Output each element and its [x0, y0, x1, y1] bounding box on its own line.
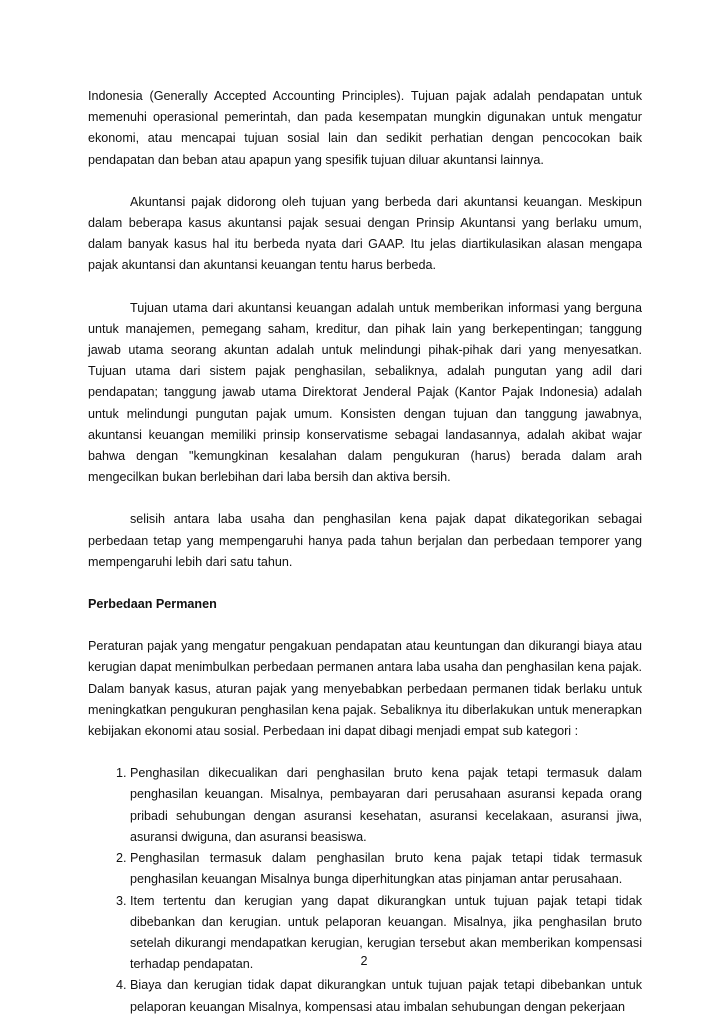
page-number: 2: [360, 954, 368, 968]
document-page: [88, 86, 642, 1018]
section-heading: Perbedaan Permanen: [88, 597, 217, 612]
paragraph-tax-accounting: Akuntansi pajak didorong oleh tujuan yang berbeda dari akuntansi keuangan. Meskipun dalam beberapa kasus akuntansi pajak sesuai dengan Prinsip Akuntansi yang berlaku umum, dalam banyak kasus hal itu berbeda nyata dari GAAP. Itu jelas diartikulasikan alasan mengapa pajak akuntansi dan akuntansi keuangan tentu harus berbeda.: [88, 194, 642, 273]
paragraph-objectives: Tujuan utama dari akuntansi keuangan adalah untuk memberikan informasi yang berguna untuk manajemen, pemegang saham, kreditur, dan pihak lain yang berkepentingan; tanggung jawab utama seorang akuntan adalah untuk melindungi pihak-pihak dari yang menyesatkan. Tujuan utama dari sistem pajak penghasilan, sebaliknya, adalah pungutan yang adil dari pendapatan; tanggung jawab utama Direktorat Jenderal Pajak (Kantor Pajak Indonesia) adalah untuk melindungi pungutan pajak umum. Konsisten dengan tujuan dan tanggung jawabnya, akuntansi keuangan memiliki prinsip konservatisme sebagai landasannya, adalah akibat wajar bahwa dengan "kemungkinan kesalahan dalam pengukuran (harus) berada dalam arah mengecilkan bukan berlebihan dari laba bersih dan aktiva bersih.: [88, 300, 642, 485]
subcategory-list: [88, 763, 642, 1017]
paragraph-differences: selisih antara laba usaha dan penghasilan kena pajak dapat dikategorikan sebagai perbedaan tetap yang mempengaruhi hanya pada tahun berjalan dan perbedaan temporer yang mempengaruhi lebih dari satu tahun.: [88, 512, 642, 569]
list-item: 3. Item tertentu dan kerugian yang dapat dikurangkan untuk tujuan pajak tetapi tidak dibebankan dan kerugian. untuk pelaporan keuangan. Misalnya, jika penghasilan bruto setelah dikurangi mendapatkan kerugian, kerugian tersebut akan memberikan kompensasi terhadap pendapatan.: [130, 891, 642, 976]
list-item: 4. Biaya dan kerugian tidak dapat dikurangkan untuk tujuan pajak tetapi dibebankan untuk pelaporan keuangan Misalnya, kompensasi atau imbalan sehubungan dengan pekerjaan: [130, 975, 642, 1017]
paragraph-gaap-intro: Indonesia (Generally Accepted Accounting Principles). Tujuan pajak adalah pendapatan untuk memenuhi operasional pemerintah, dan pada kesempatan mungkin digunakan untuk mengatur ekonomi, atau mencapai tujuan sosial lain dan sedikit perhatian dengan pencocokan baik pendapatan dan beban atau apapun yang spesifik tujuan diluar akuntansi lainnya.: [88, 89, 642, 167]
section-intro: Peraturan pajak yang mengatur pengakuan pendapatan atau keuntungan dan dikurangi biaya atau kerugian dapat menimbulkan perbedaan permanen antara laba usaha dan penghasilan kena pajak. Dalam banyak kasus, aturan pajak yang menyebabkan perbedaan permanen tidak berlaku untuk meningkatkan pengukuran penghasilan kena pajak. Sebaliknya itu diberlakukan untuk menerapkan kebijakan ekonomi atau sosial. Perbedaan ini dapat dibagi menjadi empat sub kategori :: [88, 639, 642, 739]
list-item: 2. Penghasilan termasuk dalam penghasilan bruto kena pajak tetapi tidak termasuk penghasilan keuangan Misalnya bunga diperhitungkan atas pinjaman antar perusahaan.: [130, 848, 642, 890]
list-item: 1. Penghasilan dikecualikan dari penghasilan bruto kena pajak tetapi termasuk dalam penghasilan keuangan. Misalnya, pembayaran dari perusahaan asuransi kepada orang pribadi sehubungan dengan asuransi kesehatan, asuransi kecelakaan, asuransi jiwa, asuransi dwiguna, dan asuransi beasiswa.: [130, 763, 642, 848]
